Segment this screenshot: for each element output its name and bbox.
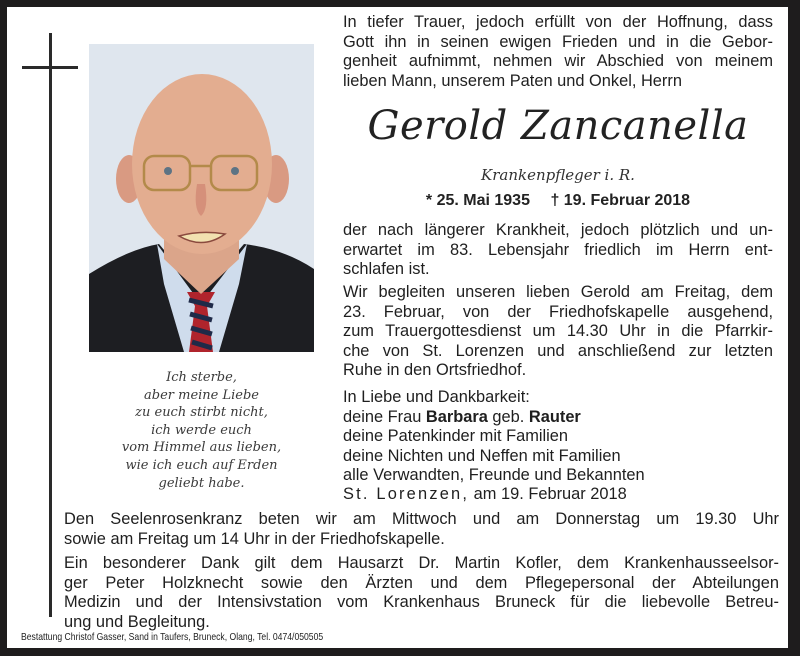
place-date-value: am 19. Februar 2018 [469,485,627,503]
text-line: der nach längerer Krankheit, jedoch plötzlich und un- [343,221,773,239]
thanks-paragraph [64,554,779,632]
wife-name: Barbara [425,407,488,426]
text-line: ung und Begleitung. [64,612,210,631]
text: deine Frau [343,407,426,426]
poem-line: wie ich euch auf Erden [125,457,278,473]
text-line: zum Trauergottesdienst um 14.30 Uhr in die Pfarrkir- [343,322,773,341]
cross-icon [49,33,52,617]
mourner-line: alle Verwandten, Freunde und Bekannten [343,466,645,485]
text-line: sowie am Freitag um 14 Uhr in der Friedhofskapelle. [64,529,445,548]
poem-line: zu euch stirbt nicht, [135,405,268,421]
text-line: genheit aufnimmt, nehmen wir Abschied von meinem [343,52,773,71]
intro-paragraph [343,13,773,91]
obituary-notice [7,7,788,648]
wife-maiden-name: Rauter [528,407,581,426]
deceased-profession: Krankenpfleger i. R. [481,166,635,184]
funeral-paragraph [343,283,773,381]
text-line: Den Seelenrosenkranz beten wir am Mittwoch und am Donnerstag um 19.30 Uhr [64,510,779,528]
poem-line: Ich sterbe, [166,370,237,385]
mourner-line: deine Patenkinder mit Familien [343,427,569,446]
text-line: Wir begleiten unseren lieben Gerold am Freitag, dem [343,283,773,301]
text-line: 23. Februar, von der Friedhofskapelle ausgehend, [343,302,773,321]
text: geb. [487,407,529,426]
poem-line: ich werde euch [151,422,252,438]
memorial-poem [89,369,314,492]
place-date [343,485,627,504]
passing-paragraph [343,221,773,280]
poem-line: geliebt habe. [158,475,245,491]
life-dates [343,192,773,210]
mourners-heading: In Liebe und Dankbarkeit: [343,388,530,406]
text-line: Ein besonderer Dank gilt dem Hausarzt Dr. Martin Kofler, dem Krankenhausseelsor- [64,554,779,572]
undertaker-credit: Bestattung Christof Gasser, Sand in Taufers, Bruneck, Olang, Tel. 0474/050505 [21,631,324,643]
text-line: In tiefer Trauer, jedoch erfüllt von der Hoffnung, dass [343,13,773,31]
text-line: che von St. Lorenzen und anschließend zur letzten [343,341,773,360]
death-date: † 19. Februar 2018 [550,192,691,209]
mourners-list [343,388,773,486]
text-line: lieben Mann, unserem Paten und Onkel, Herrn [343,71,682,90]
text-line: Medizin und der Intensivstation vom Krankenhaus Bruneck für die liebevolle Betreu- [64,593,779,612]
mourner-wife [343,408,773,428]
birth-date: * 25. Mai 1935 [425,192,530,209]
mourner-line: deine Nichten und Neffen mit Familien [343,446,621,465]
portrait-photo [89,44,314,352]
poem-line: vom Himmel aus lieben, [121,440,282,456]
text-line: ger Peter Holzknecht sowie den Ärzten und dem Pflegepersonal der Abteilungen [64,573,779,592]
portrait-illustration [89,44,314,352]
deceased-name: Gerold Zancanella [367,103,749,149]
cross-icon-bar [22,66,78,69]
poem-line: aber meine Liebe [144,387,259,403]
rosary-paragraph [64,510,779,549]
text-line: erwartet im 83. Lebensjahr friedlich im Herrn ent- [343,240,773,259]
text-line: Ruhe in den Ortsfriedhof. [343,361,527,380]
text-line: Gott ihn in seinen ewigen Frieden und in die Gebor- [343,32,773,51]
text-line: schlafen ist. [343,260,430,279]
place-town: St. Lorenzen, [343,485,470,503]
